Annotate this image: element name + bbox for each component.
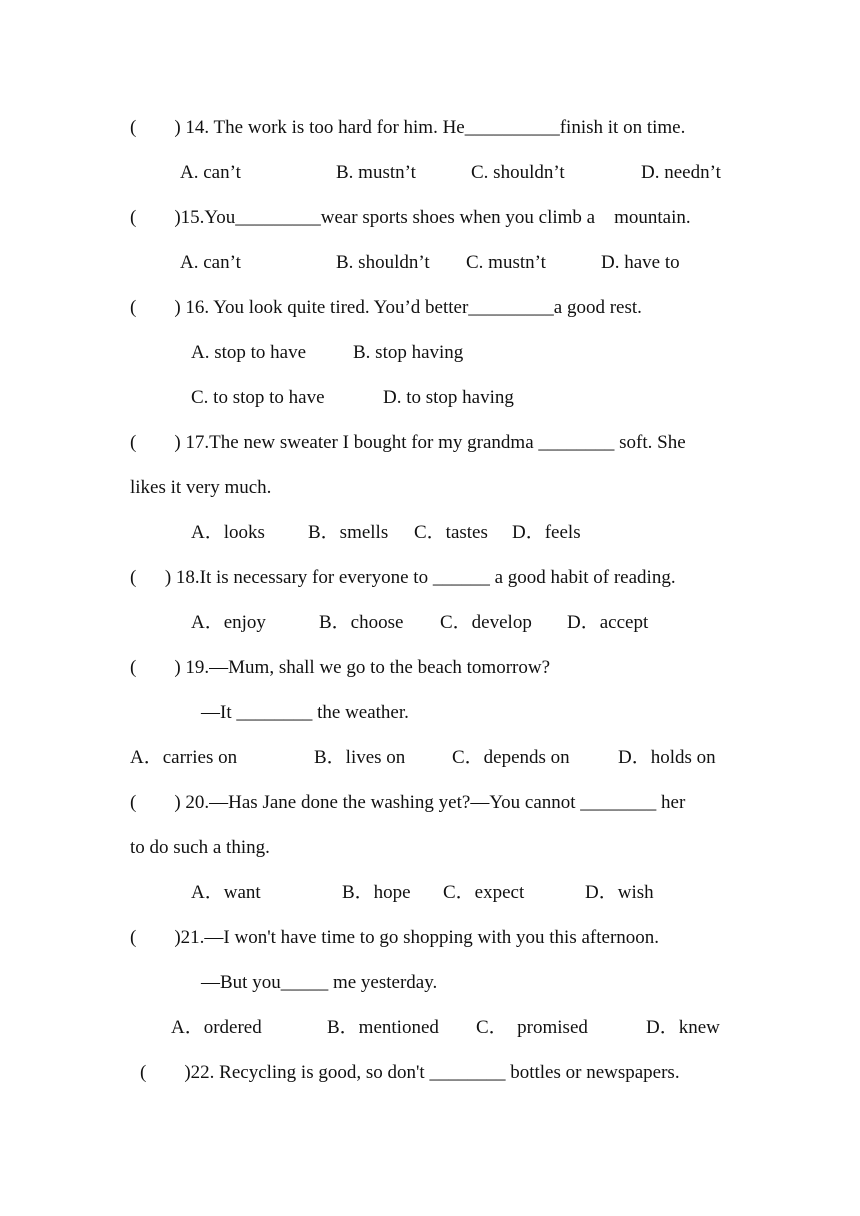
q16-option-a: A. stop to have: [191, 342, 307, 363]
q17-option-b: B．smells: [308, 522, 389, 543]
q21-option-d: D．knew: [646, 1017, 720, 1038]
q16-option-c: C. to stop to have: [191, 387, 325, 408]
q19-option-a: A．carries on: [130, 747, 238, 768]
q16-option-b: B. stop having: [353, 342, 464, 363]
q18-option-d: D．accept: [567, 612, 649, 633]
q14-option-c: C. shouldn’t: [471, 162, 565, 183]
question-19-reply: —It ________ the weather.: [201, 702, 409, 723]
question-18-stem: ( ) 18.It is necessary for everyone to ______ a good habit of reading.: [130, 567, 676, 588]
q20-option-c: C．expect: [443, 882, 525, 903]
question-15-stem: ( )15.You_________wear sports shoes when you climb a mountain.: [130, 207, 691, 228]
q21-option-b: B．mentioned: [327, 1017, 439, 1038]
question-21-stem: ( )21.—I won't have time to go shopping with you this afternoon.: [130, 927, 660, 948]
question-16-stem: ( ) 16. You look quite tired. You’d better_________a good rest.: [130, 297, 642, 318]
q14-option-b: B. mustn’t: [336, 162, 416, 183]
q18-option-c: C．develop: [440, 612, 532, 633]
q17-option-c: C．tastes: [414, 522, 488, 543]
q21-option-c: C． promised: [476, 1017, 588, 1038]
question-14-stem: ( ) 14. The work is too hard for him. He__________finish it on time.: [130, 117, 686, 138]
q20-option-a: A．want: [191, 882, 261, 903]
question-19-stem: ( ) 19.—Mum, shall we go to the beach tomorrow?: [130, 657, 551, 678]
q18-option-b: B．choose: [319, 612, 404, 633]
q15-option-c: C. mustn’t: [466, 252, 546, 273]
q21-option-a: A．ordered: [171, 1017, 262, 1038]
q18-option-a: A．enjoy: [191, 612, 266, 633]
question-22-stem: ( )22. Recycling is good, so don't ________ bottles or newspapers.: [140, 1062, 680, 1083]
q14-option-a: A. can’t: [180, 162, 241, 183]
q17-option-a: A．looks: [191, 522, 265, 543]
question-20-stem: ( ) 20.—Has Jane done the washing yet?—You cannot ________ her: [130, 792, 686, 813]
q15-option-a: A. can’t: [180, 252, 241, 273]
q19-option-c: C．depends on: [452, 747, 570, 768]
q14-option-d: D. needn’t: [641, 162, 721, 183]
q19-option-d: D．holds on: [618, 747, 716, 768]
q20-option-b: B．hope: [342, 882, 411, 903]
q20-option-d: D．wish: [585, 882, 654, 903]
q15-option-d: D. have to: [601, 252, 680, 273]
q15-option-b: B. shouldn’t: [336, 252, 430, 273]
question-20-stem-cont: to do such a thing.: [130, 837, 270, 858]
question-17-stem: ( ) 17.The new sweater I bought for my grandma ________ soft. She: [130, 432, 686, 453]
q17-option-d: D．feels: [512, 522, 581, 543]
question-17-stem-cont: likes it very much.: [130, 477, 272, 498]
question-21-reply: —But you_____ me yesterday.: [201, 972, 438, 993]
q16-option-d: D. to stop having: [383, 387, 514, 408]
q19-option-b: B．lives on: [314, 747, 406, 768]
